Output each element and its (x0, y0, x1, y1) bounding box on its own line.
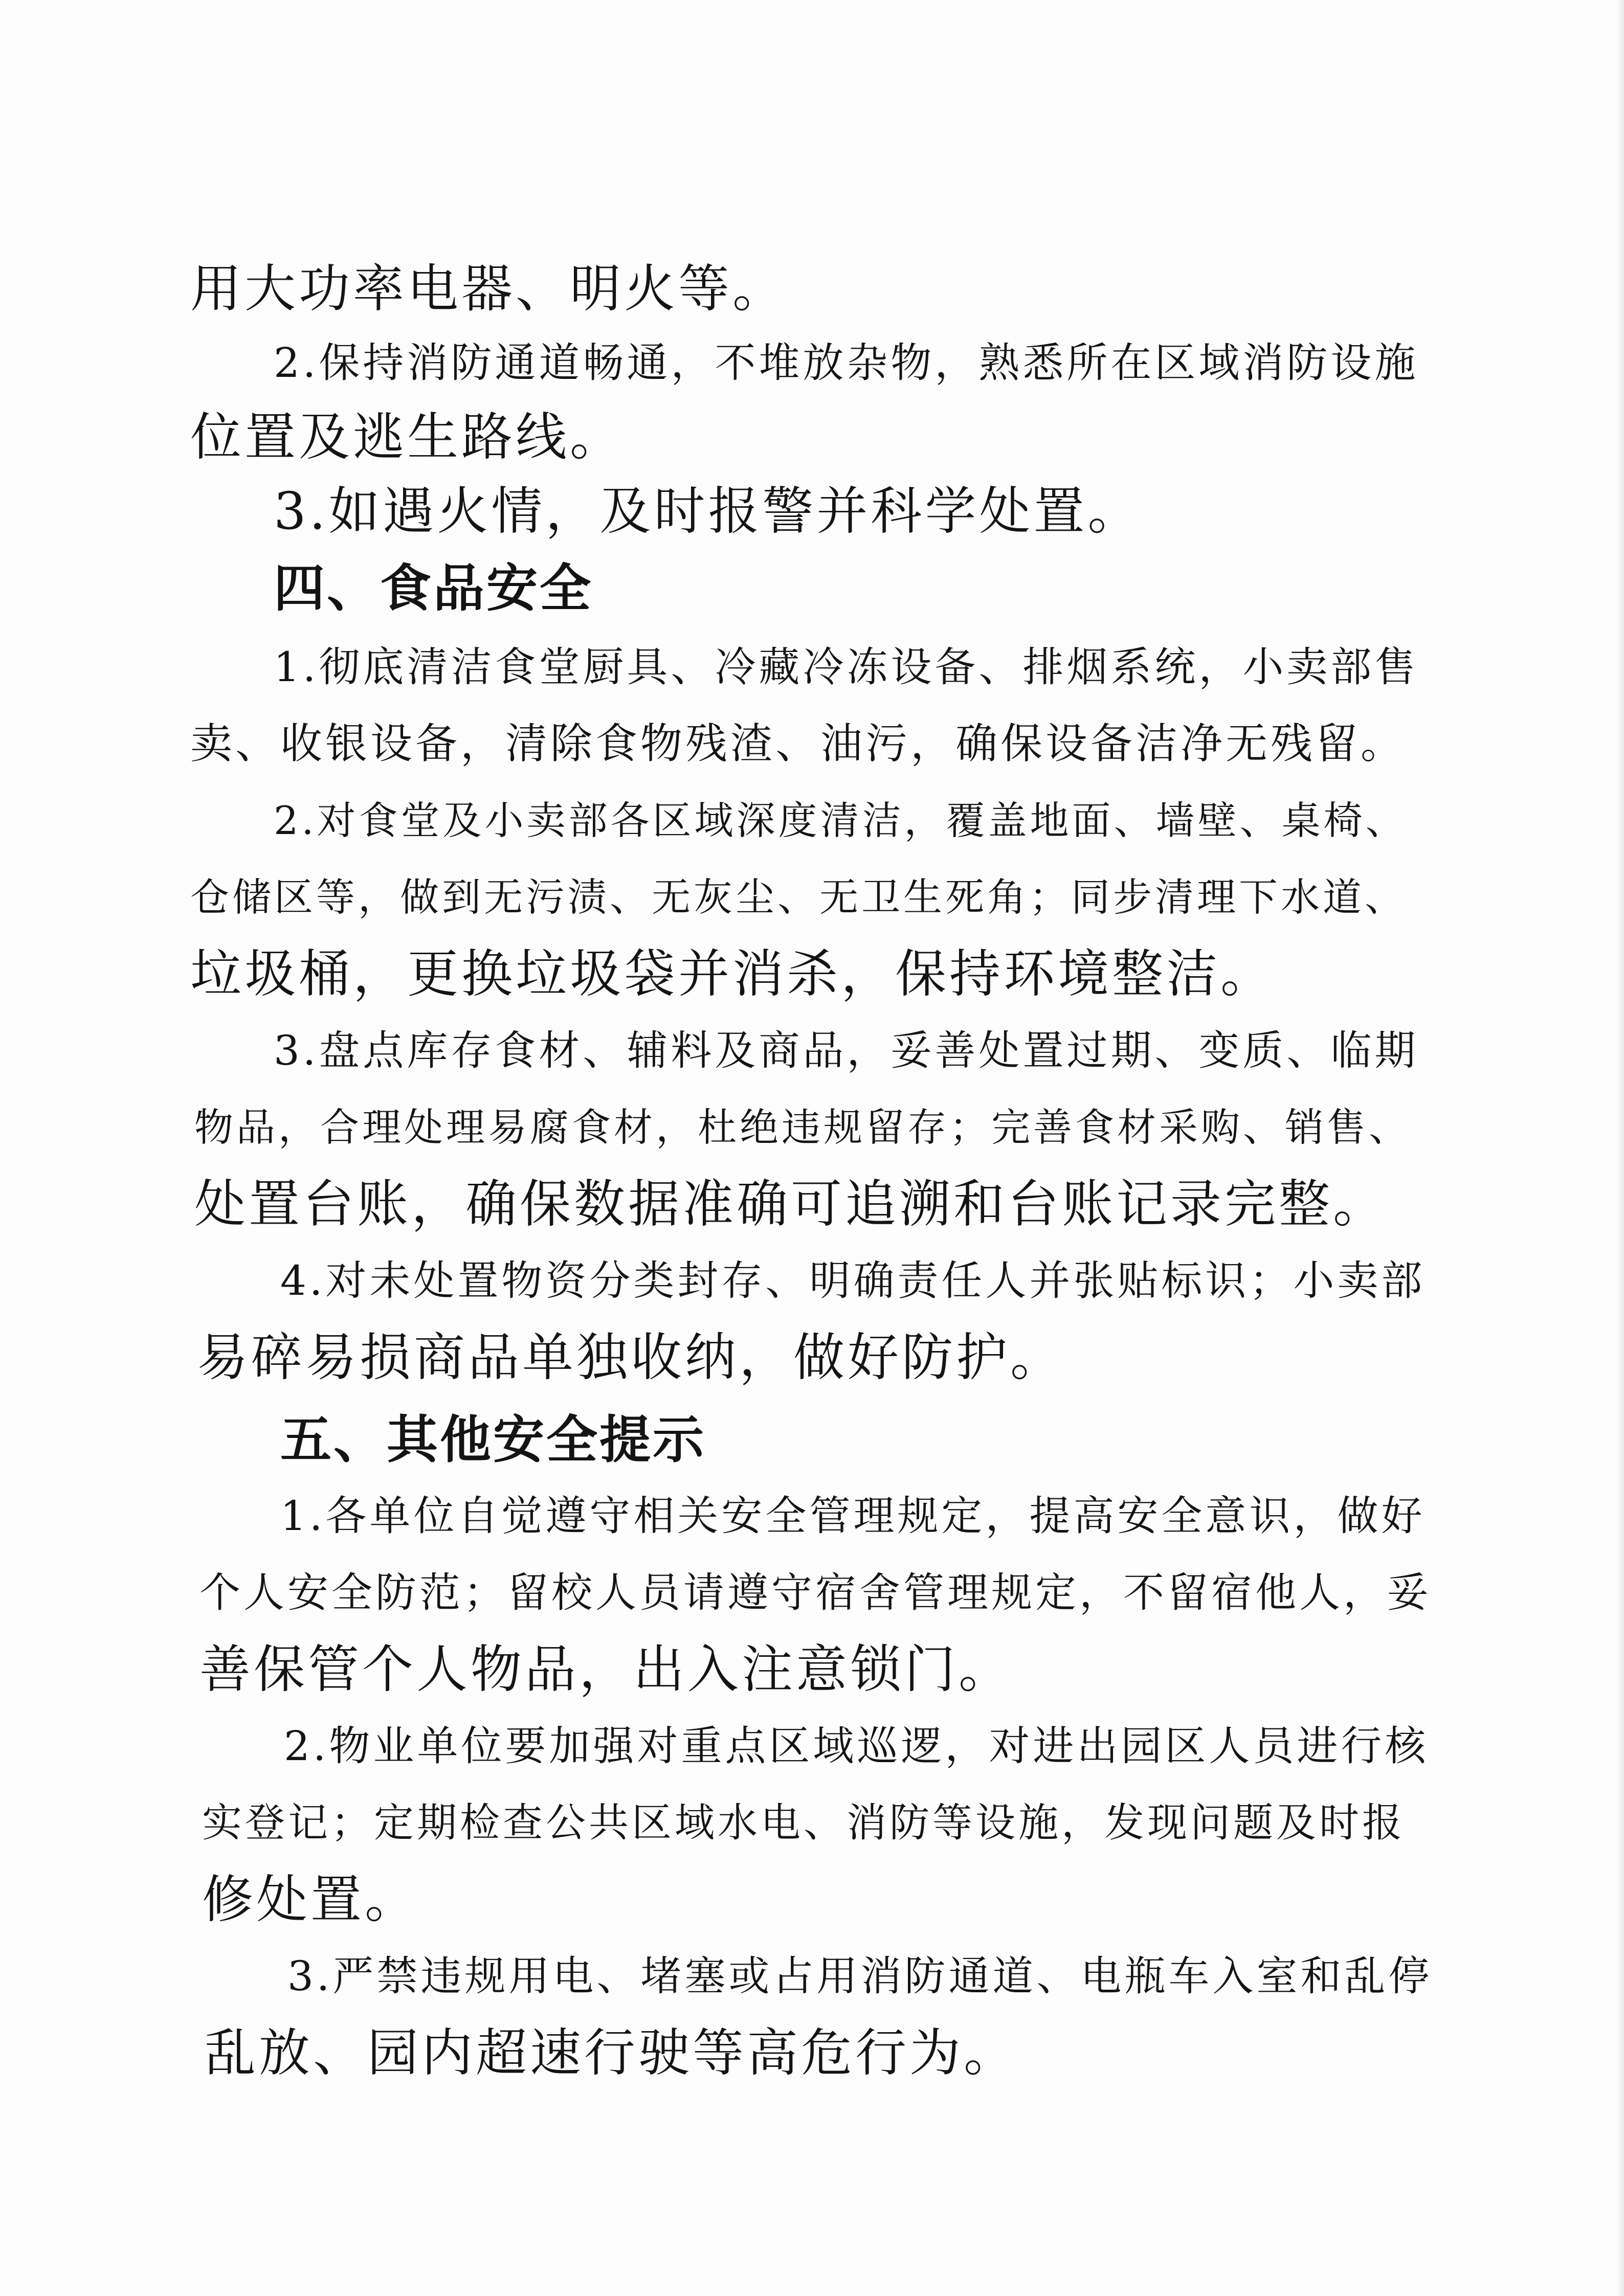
body-line: 仓储区等，做到无污渍、无灰尘、无卫生死角；同步清理下水道、 (190, 874, 1407, 920)
body-line: 卖、收银设备，清除食物残渣、油污，确保设备洁净无残留。 (190, 719, 1406, 768)
body-line: 修处置。 (202, 1870, 419, 1929)
list-item-line: 1.彻底清洁食堂厨具、冷藏冷冻设备、排烟系统，小卖部售 (274, 643, 1419, 691)
list-item-line: 3.盘点库存食材、辅料及商品，妥善处置过期、变质、临期 (274, 1027, 1419, 1074)
body-line: 处置台账，确保数据准确可追溯和台账记录完整。 (194, 1174, 1387, 1234)
list-item-line: 2.保持消防通道畅通，不堆放杂物，熟悉所在区域消防设施 (274, 339, 1419, 387)
body-line: 垃圾桶，更换垃圾袋并消杀，保持环境整洁。 (190, 944, 1275, 1004)
list-item-line: 2.对食堂及小卖部各区域深度清洁，覆盖地面、墙壁、桌椅、 (274, 798, 1408, 843)
section-heading: 四、食品安全 (274, 558, 593, 618)
body-line: 乱放、园内超速行驶等高危行为。 (205, 2023, 1018, 2083)
body-line: 实登记；定期检查公共区域水电、消防等设施，发现问题及时报 (202, 1800, 1406, 1846)
body-line: 用大功率电器、明火等。 (190, 259, 787, 319)
section-heading: 五、其他安全提示 (280, 1409, 706, 1470)
list-item-line: 3.严禁违规用电、堵塞或占用消防通道、电瓶车入室和乱停 (287, 1952, 1433, 2000)
body-line: 位置及逃生路线。 (190, 407, 624, 467)
list-item-line: 4.对未处置物资分类封存、明确责任人并张贴标识；小卖部 (280, 1257, 1426, 1304)
body-line: 物品，合理处理易腐食材，杜绝违规留存；完善食材采购、销售、 (194, 1105, 1411, 1150)
list-item-line: 3.如遇火情，及时报警并科学处置。 (274, 481, 1142, 541)
body-line: 个人安全防范；留校人员请遵守宿舍管理规定，不留宿他人，妥 (199, 1569, 1431, 1616)
scan-edge-shadow (1617, 0, 1624, 2296)
list-item-line: 1.各单位自觉遵守相关安全管理规定，提高安全意识，做好 (280, 1492, 1426, 1540)
list-item-line: 2.物业单位要加强对重点区域巡逻，对进出园区人员进行核 (284, 1722, 1429, 1770)
body-line: 易碎易损商品单独收纳，做好防护。 (197, 1327, 1064, 1387)
body-line: 善保管个人物品，出入注意锁门。 (199, 1639, 1013, 1699)
